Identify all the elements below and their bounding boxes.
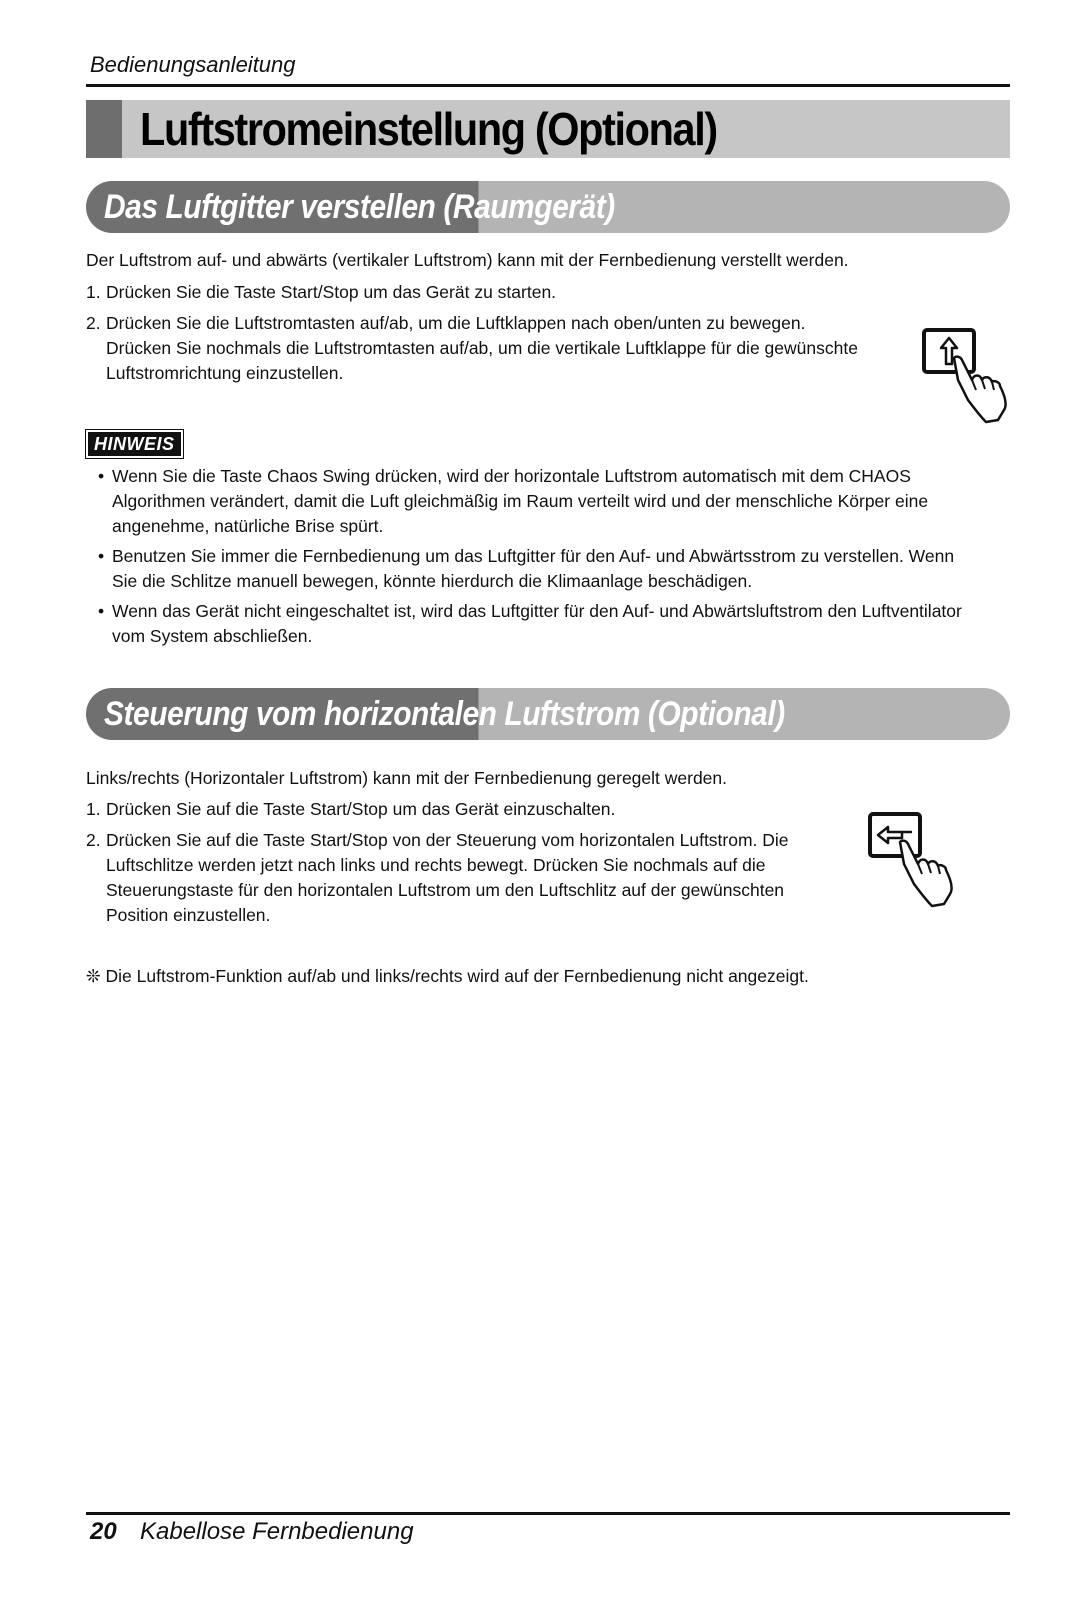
section-heading-bar-1	[86, 181, 1010, 233]
section1-intro: Der Luftstrom auf- und abwärts (vertikaler Luftstrom) kann mit der Fernbedienung verstellt werden.	[86, 250, 849, 270]
bullet-text-line: Wenn das Gerät nicht eingeschaltet ist, wird das Luftgitter für den Auf- und Abwärtsluftstrom den Luftventilator	[112, 601, 962, 621]
section1-step-2	[86, 311, 906, 386]
title-marker-block	[86, 100, 122, 158]
step-text-line: Luftstromrichtung einzustellen.	[106, 363, 344, 383]
step-text-line: Drücken Sie nochmals die Luftstromtasten auf/ab, um die vertikale Luftklappe für die gewünschte	[106, 338, 858, 358]
page-title: Luftstromeinstellung (Optional)	[140, 103, 717, 155]
step-text-line: Drücken Sie auf die Taste Start/Stop von der Steuerung vom horizontalen Luftstrom. Die	[106, 830, 789, 850]
step-text-line: Steuerungstaste für den horizontalen Luftstrom um den Luftschlitz auf der gewünschten	[106, 880, 785, 900]
bullet-text-line: angenehme, natürliche Brise spürt.	[112, 516, 384, 536]
page-title-band	[86, 100, 1010, 158]
bullet-dot: •	[98, 601, 105, 621]
step-text: Drücken Sie die Taste Start/Stop um das Gerät zu starten.	[106, 282, 557, 302]
bullet-text-line: Sie die Schlitze manuell bewegen, könnte hierdurch die Klimaanlage beschädigen.	[112, 571, 753, 591]
bullet-text-line: Algorithmen verändert, damit die Luft gleichmäßig im Raum verteilt wird und der menschliche Körper eine	[112, 491, 929, 511]
footer-title: Kabellose Fernbedienung	[140, 1518, 414, 1545]
section-heading-bar-2	[86, 688, 1010, 740]
up-down-airflow-button-icon	[918, 324, 1018, 424]
section-heading-2: Steuerung vom horizontalen Luftstrom (Optional)	[104, 695, 785, 733]
header-rule	[86, 84, 1010, 87]
bullet-text-line: vom System abschließen.	[112, 626, 313, 646]
note-bullet-1	[98, 464, 998, 539]
bullet-dot: •	[98, 546, 105, 566]
left-right-airflow-button-icon	[864, 808, 964, 908]
note-bullet-3	[98, 599, 1008, 649]
note-label: HINWEIS	[88, 432, 181, 456]
note-bullet-2	[98, 544, 998, 594]
bullet-text-line: Wenn Sie die Taste Chaos Swing drücken, wird der horizontale Luftstrom automatisch mit dem CHAOS	[112, 466, 911, 486]
step-text-line: Luftschlitze werden jetzt nach links und rechts bewegt. Drücken Sie nochmals auf die	[106, 855, 766, 875]
bullet-text-line: Benutzen Sie immer die Fernbedienung um das Luftgitter für den Auf- und Abwärtsstrom zu verstellen. Wenn	[112, 546, 955, 566]
section2-step-2	[86, 828, 856, 928]
step-number: 2.	[86, 313, 101, 333]
bullet-dot: •	[98, 466, 105, 486]
step-number: 1.	[86, 282, 101, 302]
section-heading-1: Das Luftgitter verstellen (Raumgerät)	[104, 188, 615, 226]
step-number: 2.	[86, 830, 101, 850]
page-number: 20	[90, 1518, 117, 1545]
step-text-line: Position einzustellen.	[106, 905, 271, 925]
step-text-line: Drücken Sie die Luftstromtasten auf/ab, um die Luftklappen nach oben/unten zu bewegen.	[106, 313, 806, 333]
footer-rule	[86, 1512, 1010, 1515]
step-text: Drücken Sie auf die Taste Start/Stop um das Gerät einzuschalten.	[106, 799, 616, 819]
footnote: ❊ Die Luftstrom-Funktion auf/ab und links/rechts wird auf der Fernbedienung nicht angezeigt.	[86, 966, 809, 986]
section2-intro: Links/rechts (Horizontaler Luftstrom) kann mit der Fernbedienung geregelt werden.	[86, 768, 728, 788]
running-header: Bedienungsanleitung	[90, 52, 296, 77]
step-number: 1.	[86, 799, 101, 819]
